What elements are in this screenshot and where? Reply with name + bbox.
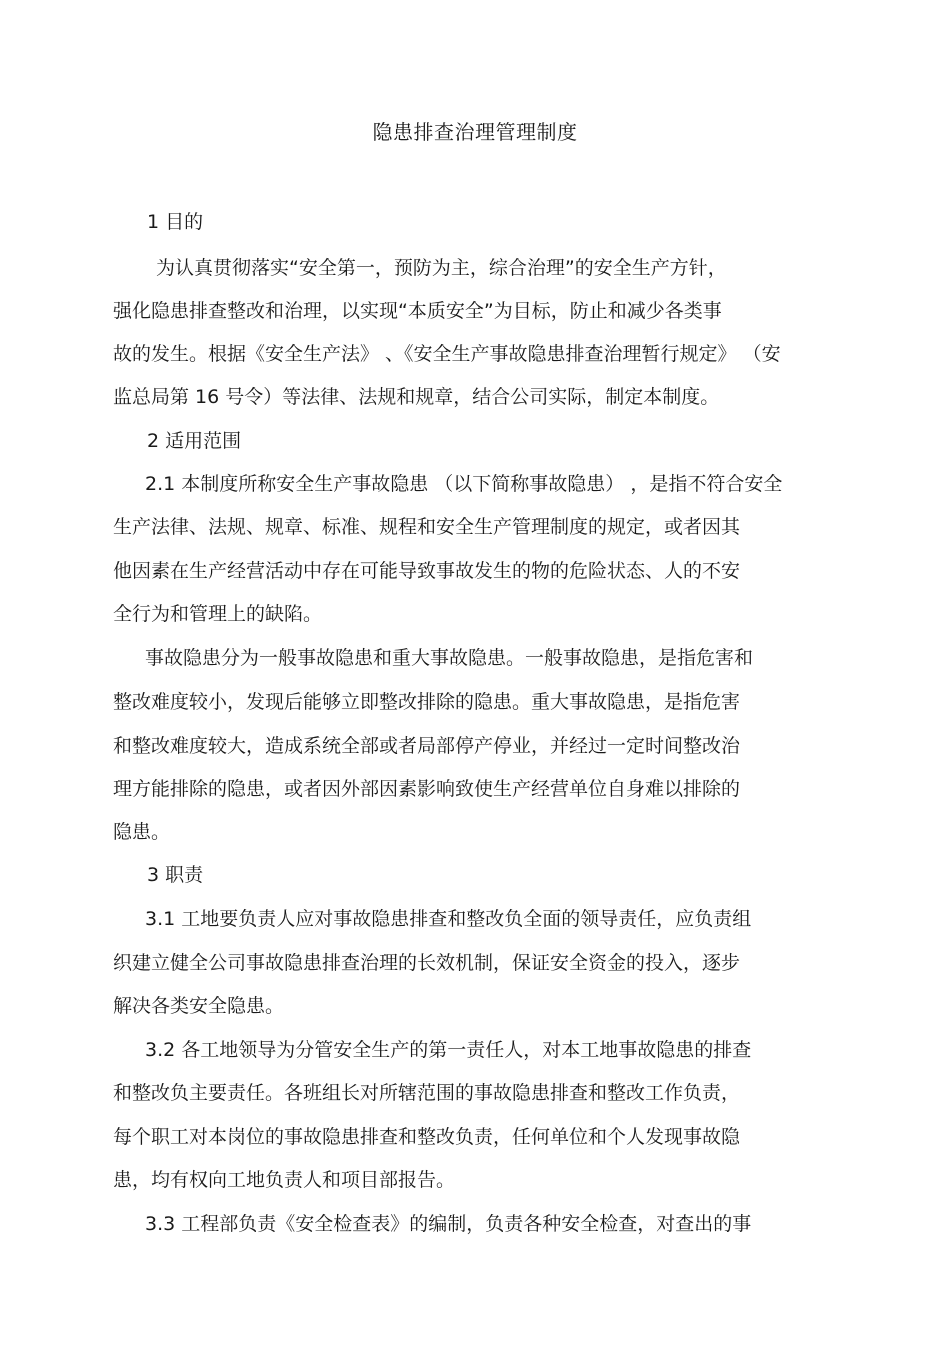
paragraph-line: 生产法律、法规、规章、标准、规程和安全生产管理制度的规定，或者因其 [113, 516, 741, 538]
paragraph-line: 每个职工对本岗位的事故隐患排查和整改负责，任何单位和个人发现事故隐 [113, 1126, 741, 1148]
paragraph-line: 他因素在生产经营活动中存在可能导致事故发生的物的危险状态、人的不安 [113, 560, 741, 582]
paragraph-line: 整改难度较小，发现后能够立即整改排除的隐患。重大事故隐患，是指危害 [113, 691, 741, 713]
paragraph-line: 解决各类安全隐患。 [113, 995, 285, 1017]
section-2-heading: 2 适用范围 [147, 430, 242, 452]
paragraph-line: 全行为和管理上的缺陷。 [113, 603, 323, 625]
document-title: 隐患排查治理管理制度 [372, 120, 578, 144]
paragraph-line: 3.1 工地要负责人应对事故隐患排查和整改负全面的领导责任，应负责组 [145, 908, 752, 930]
paragraph-line: 2.1 本制度所称安全生产事故隐患 （以下简称事故隐患） ，是指不符合安全 [145, 473, 783, 495]
paragraph-line: 织建立健全公司事故隐患排查治理的长效机制，保证安全资金的投入，逐步 [113, 952, 741, 974]
paragraph-line: 3.3 工程部负责《安全检查表》的编制，负责各种安全检查，对查出的事 [145, 1213, 752, 1235]
paragraph-line: 3.2 各工地领导为分管安全生产的第一责任人，对本工地事故隐患的排查 [145, 1039, 752, 1061]
paragraph-line: 强化隐患排查整改和治理，以实现“本质安全”为目标，防止和减少各类事 [113, 300, 722, 322]
paragraph-line: 和整改难度较大，造成系统全部或者局部停产停业，并经过一定时间整改治 [113, 735, 741, 757]
section-1-heading: 1 目的 [147, 211, 204, 233]
paragraph-line: 监总局第 16 号令）等法律、法规和规章，结合公司实际，制定本制度。 [113, 386, 720, 408]
section-3-heading: 3 职责 [147, 864, 204, 886]
paragraph-line: 和整改负主要责任。各班组长对所辖范围的事故隐患排查和整改工作负责， [113, 1082, 741, 1104]
paragraph-line: 故的发生。根据《安全生产法》 、《安全生产事故隐患排查治理暂行规定》 （安 [113, 343, 781, 365]
paragraph-line: 事故隐患分为一般事故隐患和重大事故隐患。一般事故隐患，是指危害和 [145, 647, 754, 669]
paragraph-line: 隐患。 [113, 821, 171, 843]
paragraph-line: 患，均有权向工地负责人和项目部报告。 [113, 1169, 456, 1191]
paragraph-line: 为认真贯彻落实“安全第一，预防为主，综合治理”的安全生产方针， [156, 257, 727, 279]
paragraph-line: 理方能排除的隐患，或者因外部因素影响致使生产经营单位自身难以排除的 [113, 778, 741, 800]
